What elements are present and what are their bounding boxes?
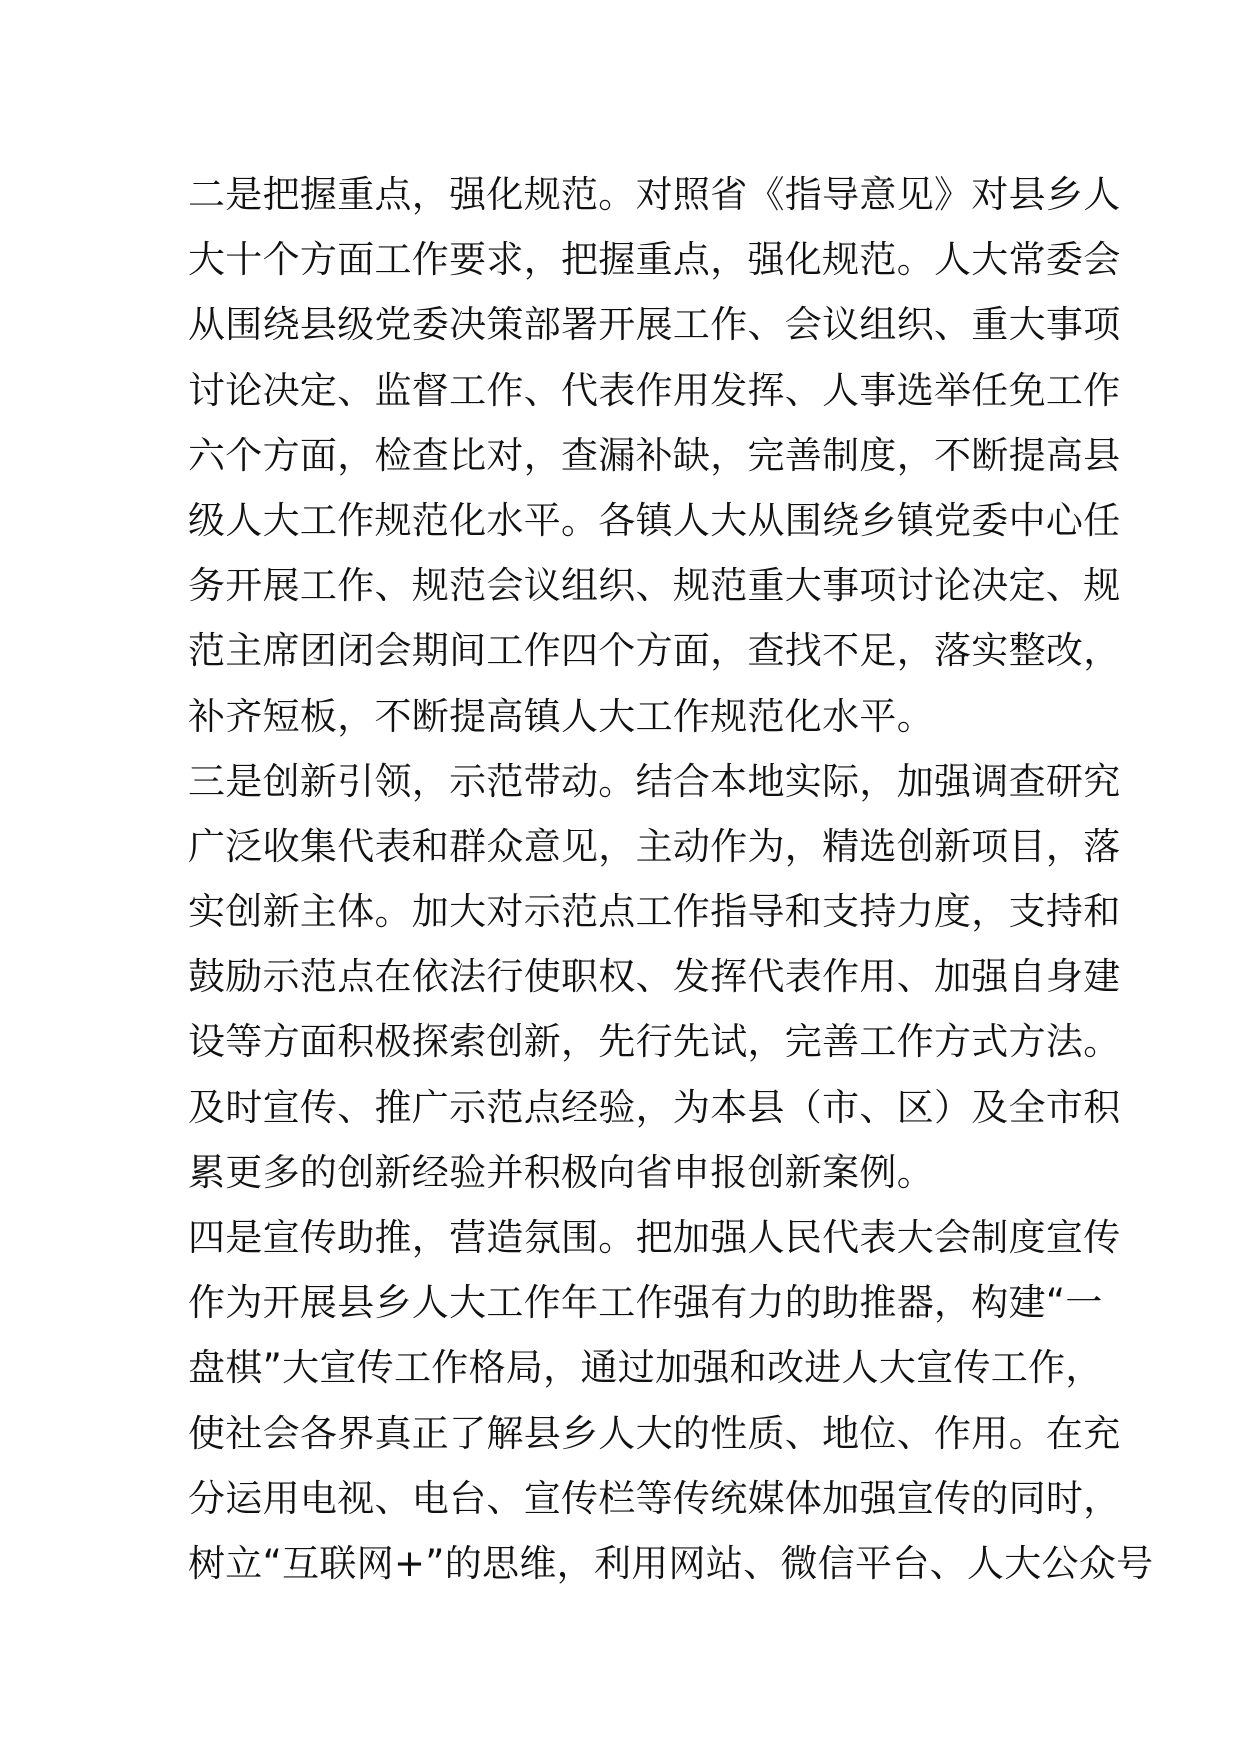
text-line: 设等方面积极探索创新，先行先试，完善工作方式方法。 <box>188 1020 1121 1064</box>
text-line: 使社会各界真正了解县乡人大的性质、地位、作用。在充 <box>188 1411 1121 1455</box>
text-line: 三是创新引领，示范带动。结合本地实际，加强调查研究 <box>188 759 1121 803</box>
text-line: 范主席团闭会期间工作四个方面，查找不足，落实整改， <box>188 629 1121 673</box>
text-line: 累更多的创新经验并积极向省申报创新案例。 <box>188 1150 934 1194</box>
text-line: 及时宣传、推广示范点经验，为本县（市、区）及全市积 <box>188 1085 1121 1129</box>
text-line: 四是宣传助推，营造氛围。把加强人民代表大会制度宣传 <box>188 1216 1121 1259</box>
text-line: 实创新主体。加大对示范点工作指导和支持力度，支持和 <box>188 890 1121 934</box>
text-line: 鼓励示范点在依法行使职权、发挥代表作用、加强自身建 <box>188 955 1121 999</box>
text-line: 补齐短板，不断提高镇人大工作规范化水平。 <box>188 694 934 738</box>
document-body <box>188 162 1154 1596</box>
text-line: 大十个方面工作要求，把握重点，强化规范。人大常委会 <box>188 238 1121 282</box>
text-line: 务开展工作、规范会议组织、规范重大事项讨论决定、规 <box>188 564 1121 608</box>
text-line: 作为开展县乡人大工作年工作强有力的助推器，构建“一 <box>188 1281 1103 1325</box>
text-line: 从围绕县级党委决策部署开展工作、会议组织、重大事项 <box>188 303 1121 347</box>
text-line: 树立“互联网+”的思维，利用网站、微信平台、人大公众号 <box>188 1541 1154 1585</box>
text-line: 盘棋”大宣传工作格局，通过加强和改进人大宣传工作， <box>188 1346 1103 1390</box>
text-line: 级人大工作规范化水平。各镇人大从围绕乡镇党委中心任 <box>188 498 1121 542</box>
text-line: 六个方面，检查比对，查漏补缺，完善制度，不断提高县 <box>188 433 1121 477</box>
text-line: 广泛收集代表和群众意见，主动作为，精选创新项目，落 <box>188 824 1121 868</box>
text-line: 分运用电视、电台、宣传栏等传统媒体加强宣传的同时， <box>188 1476 1121 1520</box>
text-line: 二是把握重点，强化规范。对照省《指导意见》对县乡人 <box>188 173 1121 216</box>
text-line: 讨论决定、监督工作、代表作用发挥、人事选举任免工作 <box>188 368 1121 412</box>
